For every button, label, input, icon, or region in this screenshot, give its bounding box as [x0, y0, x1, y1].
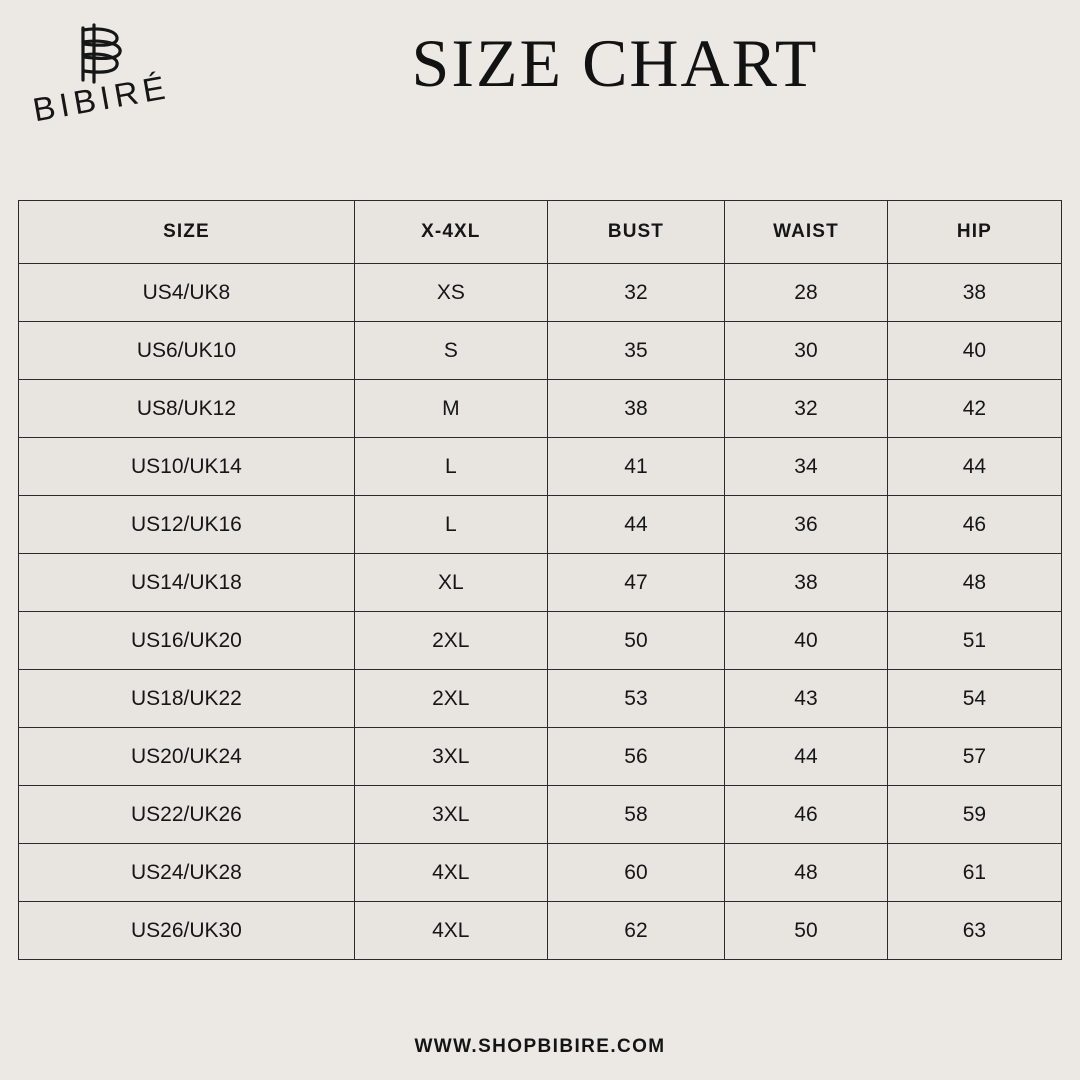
table-row: [19, 438, 1062, 496]
brand-name: BIBIRÉ: [30, 68, 173, 129]
cell-bust: 35: [547, 322, 724, 380]
cell-size: US4/UK8: [19, 264, 355, 322]
table-row: [19, 902, 1062, 960]
cell-size: US12/UK16: [19, 496, 355, 554]
cell-bust: 32: [547, 264, 724, 322]
cell-hip: 63: [887, 902, 1061, 960]
column-header-alpha: X-4XL: [354, 201, 547, 264]
cell-alpha: XS: [354, 264, 547, 322]
table-row: [19, 728, 1062, 786]
cell-hip: 51: [887, 612, 1061, 670]
cell-alpha: 3XL: [354, 786, 547, 844]
cell-size: US18/UK22: [19, 670, 355, 728]
cell-size: US10/UK14: [19, 438, 355, 496]
table-row: [19, 844, 1062, 902]
column-header-bust: BUST: [547, 201, 724, 264]
cell-bust: 62: [547, 902, 724, 960]
cell-alpha: 3XL: [354, 728, 547, 786]
table-row: [19, 554, 1062, 612]
cell-bust: 58: [547, 786, 724, 844]
cell-waist: 36: [725, 496, 888, 554]
cell-bust: 50: [547, 612, 724, 670]
footer-website: WWW.SHOPBIBIRE.COM: [414, 1036, 666, 1057]
column-header-size: SIZE: [19, 201, 355, 264]
cell-waist: 34: [725, 438, 888, 496]
cell-hip: 57: [887, 728, 1061, 786]
cell-hip: 38: [887, 264, 1061, 322]
cell-waist: 50: [725, 902, 888, 960]
cell-alpha: 4XL: [354, 844, 547, 902]
cell-alpha: XL: [354, 554, 547, 612]
cell-waist: 43: [725, 670, 888, 728]
page-title: SIZE CHART: [411, 25, 819, 101]
cell-size: US8/UK12: [19, 380, 355, 438]
column-header-hip: HIP: [887, 201, 1061, 264]
cell-size: US22/UK26: [19, 786, 355, 844]
cell-hip: 59: [887, 786, 1061, 844]
cell-waist: 48: [725, 844, 888, 902]
column-header-waist: WAIST: [725, 201, 888, 264]
cell-hip: 46: [887, 496, 1061, 554]
cell-bust: 38: [547, 380, 724, 438]
table-row: [19, 670, 1062, 728]
cell-waist: 28: [725, 264, 888, 322]
table-header-row: [19, 201, 1062, 264]
cell-bust: 47: [547, 554, 724, 612]
cell-bust: 41: [547, 438, 724, 496]
cell-alpha: S: [354, 322, 547, 380]
size-table-container: [18, 200, 1062, 960]
cell-alpha: 4XL: [354, 902, 547, 960]
cell-bust: 53: [547, 670, 724, 728]
cell-size: US6/UK10: [19, 322, 355, 380]
table-row: [19, 612, 1062, 670]
table-row: [19, 264, 1062, 322]
cell-hip: 54: [887, 670, 1061, 728]
cell-size: US16/UK20: [19, 612, 355, 670]
cell-waist: 30: [725, 322, 888, 380]
page-header: [0, 0, 1080, 185]
cell-alpha: L: [354, 496, 547, 554]
cell-bust: 44: [547, 496, 724, 554]
table-row: [19, 786, 1062, 844]
table-row: [19, 496, 1062, 554]
cell-hip: 44: [887, 438, 1061, 496]
cell-size: US24/UK28: [19, 844, 355, 902]
cell-hip: 61: [887, 844, 1061, 902]
cell-alpha: L: [354, 438, 547, 496]
cell-waist: 32: [725, 380, 888, 438]
cell-hip: 42: [887, 380, 1061, 438]
cell-bust: 60: [547, 844, 724, 902]
cell-waist: 40: [725, 612, 888, 670]
cell-hip: 48: [887, 554, 1061, 612]
cell-waist: 38: [725, 554, 888, 612]
cell-hip: 40: [887, 322, 1061, 380]
cell-bust: 56: [547, 728, 724, 786]
table-row: [19, 322, 1062, 380]
cell-alpha: M: [354, 380, 547, 438]
cell-size: US20/UK24: [19, 728, 355, 786]
cell-alpha: 2XL: [354, 670, 547, 728]
cell-size: US14/UK18: [19, 554, 355, 612]
cell-waist: 46: [725, 786, 888, 844]
size-table: [18, 200, 1062, 960]
cell-alpha: 2XL: [354, 612, 547, 670]
cell-size: US26/UK30: [19, 902, 355, 960]
table-row: [19, 380, 1062, 438]
cell-waist: 44: [725, 728, 888, 786]
